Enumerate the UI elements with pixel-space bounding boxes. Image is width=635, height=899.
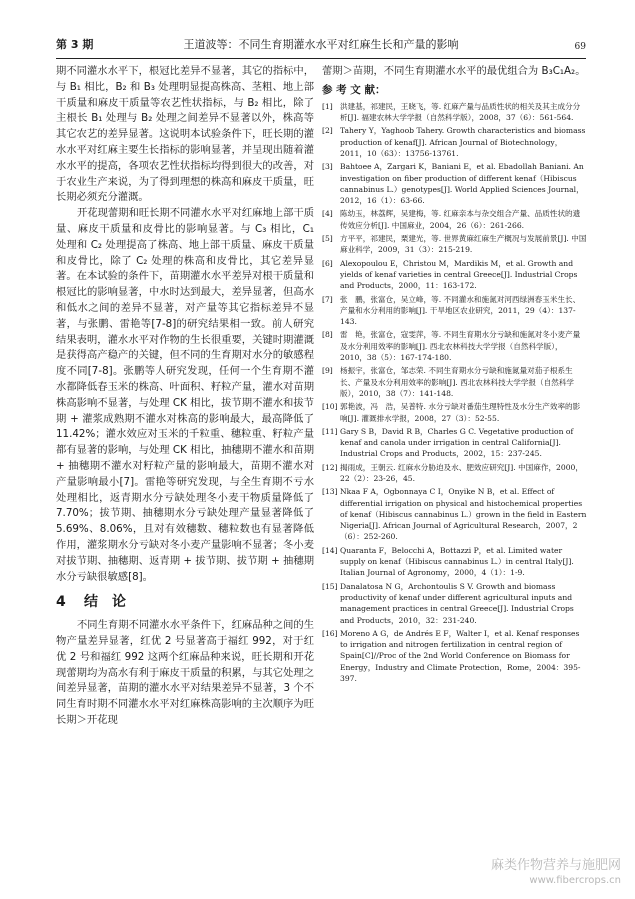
reference-text: 杨振宇，张富仓，邹志荣. 不同生育期水分亏缺和施氮量对茄子根系生长、产量及水分利用效率的影响[J]. 西北农林科技大学学报（自然科学版），2010，38（7）：141-148. [340, 366, 575, 398]
running-title: 王道波等：不同生育期灌水水平对红麻生长和产量的影响 [183, 38, 459, 51]
right-column [322, 64, 587, 686]
reference-text: 洪建基，祁建民，王晓飞，等. 红麻产量与品质性状的相关及其主成分分析[J]. 福建农林大学学报（自然科学版），2008，37（6）：561-564. [340, 101, 581, 123]
continuation-paragraph: 蕾期＞苗期，不同生育期灌水水平的最优组合为 B₃C₁A₂。 [322, 65, 586, 77]
reference-item [322, 426, 587, 460]
watermark-url: www.fibercrops.cn [529, 875, 621, 886]
page-number: 69 [574, 42, 586, 52]
reference-item [322, 125, 587, 159]
reference-number: [13] [322, 487, 338, 497]
reference-item [322, 401, 587, 424]
reference-item [322, 462, 587, 485]
reference-number: [1] [322, 101, 333, 111]
reference-item [322, 581, 587, 626]
watermark-title: 麻类作物营养与施肥网 [490, 858, 621, 873]
reference-item [322, 161, 587, 206]
reference-number: [9] [322, 366, 333, 376]
section-number: 4 [56, 594, 66, 611]
reference-text: 方平平，祁建民，栗建光，等. 世界黄麻红麻生产概况与发展前景[J]. 中国麻业科学，2009，31（3）：215-219. [340, 234, 587, 255]
reference-item [322, 365, 587, 399]
reference-number: [11] [322, 426, 338, 436]
reference-item [322, 101, 587, 124]
reference-text: Gary S B，David R B，Charles G C. Vegetative production of kenaf and canola under irrigation in central California[J]. Industrial Crops and Products，2002，15：237-245. [340, 426, 574, 459]
reference-text: Bahtoee A，Zargari K，Baniani E，et al. Ebadollah Baniani. An investigation on fiber production of different kenaf（Hibiscus cannabinus L.）genotypes[J]. World Applied Sciences Journal，2012，16（1）：63-66. [340, 162, 584, 206]
issue-label: 第 3 期 [56, 38, 94, 51]
reference-text: Danalatosa N G，Archontoulis S V. Growth and biomass productivity of kenaf under different agricultural inputs and management practices in central Greece[J]. Industrial Crops and Products，2010，32：231-240. [340, 581, 574, 625]
reference-number: [8] [322, 330, 333, 340]
reference-text: 张 鹏，张富仓，吴立峰，等. 不同灌水和施氮对河西绿洲春玉米生长、产量和水分利用的影响[J]. 干旱地区农业研究，2011，29（4）：137-143. [340, 294, 581, 327]
reference-text: 郭艳波，冯 浩，吴普特. 水分亏缺对番茄生理特性及水分生产效率的影响[J]. 灌溉排水学报，2008，27（3）：52-55. [340, 402, 581, 423]
header-rule [56, 58, 586, 59]
reference-item [322, 486, 587, 542]
reference-number: [4] [322, 209, 333, 219]
left-column [56, 64, 314, 729]
reference-text: Moreno A G，de Andrés E F，Walter I，et al. Kenaf responses to irrigation and nitrogen fertilization in central region of Spain[C]//Proc of the 2nd World Conference on Biomass for Energy，Industry and Climate Protection，Rome，2004：395-397. [340, 628, 581, 684]
conclusion-paragraph: 不同生育期不同灌水水平条件下，红麻品种之间的生物产量差异显著，红优 2 号显著高于福红 992，对于红优 2 号和福红 992 这两个红麻品种来说，旺长期和开花现蕾期均为高水有利于麻皮干质量的积累，与其它处理之间差异显著，苗期的灌水水平对结果差异不显著，3 个不同生育时期不同灌水水平对红麻株高影响的主次顺序为旺长期＞开花现 [56, 619, 314, 727]
reference-item [322, 545, 587, 579]
reference-text: Alexopoulou E，Christou M，Mardikis M，et al. Growth and yields of kenaf varieties in central Greece[J]. Industrial Crops and Products，2000，11：163-172. [340, 258, 578, 291]
reference-number: [10] [322, 402, 338, 412]
reference-number: [14] [322, 545, 338, 555]
reference-number: [7] [322, 294, 333, 304]
reference-list [322, 101, 587, 685]
reference-number: [3] [322, 162, 333, 172]
reference-text: Nkaa F A，Ogbonnaya C I，Onyike N B，et al. Effect of differential irrigation on physical and histochemical properties of kenaf（Hibiscus cannabinus L.）grown in the field in Eastern Nigeria[J]. African Journal of Agricultural Research，2007，2（6）：252-260. [340, 487, 587, 542]
body-paragraph: 开花现蕾期和旺长期不同灌水水平对红麻地上部干质量、麻皮干质量和皮骨比的影响显著。与 C₃ 相比，C₁ 处理和 C₂ 处理提高了株高、地上部干质量、麻皮干质量和皮骨比，除了 C₂ 处理的株高和皮骨比，其它差异显著。在本试验的条件下，苗期灌水水平差异对根干质量和根冠比的影响显著，中水时达到最大，差异显著，但高水和低水之间的差异不显著，对产量等其它指标差异不显著，与张鹏、雷艳等[7-8]的研究结果相一致。前人研究结果表明，灌水水平对作物的生长很重要，关键时期灌溉是获得高产稳产的关键，但不同的生育期对水分的敏感程度不同[7-8]。张鹏等人研究发现，任何一个生育期不灌水都降低春玉米的株高、叶面积、籽粒产量，灌水对苗期株高影响不显著，与处理 CK 相比，拔节期不灌水和拔节期 + 灌浆成熟期不灌水对株高的影响最大，最高降低了 11.42%；灌水效应对玉米的千粒重、穗粒重、籽粒产量都有显著的影响，与处理 CK 相比，抽穗期不灌水和苗期 + 抽穗期不灌水对籽粒产量的影响最大，苗期不灌水对产量影响最小[7]。雷艳等研究发现，与全生育期不亏水处理相比，返青期水分亏缺处理冬小麦干物质量降低了 7.70%；拔节期、抽穗期水分亏缺处理产量显著降低了 5.69%、8.06%，且对有效穗数、穗粒数也有显著降低作用，灌浆期水分亏缺对冬小麦产量影响不显著；冬小麦对拔节期、抽穗期、返青期 + 拔节期、拔节期 + 抽穗期水分亏缺很敏感[8]。 [56, 207, 314, 583]
section-title: 结 论 [84, 594, 126, 611]
reference-text: Tahery Y，Yaghoob Tahery. Growth characteristics and biomass production of kenaf[J]. African Journal of Biotechnology，2011，10（63）：13756-13761. [340, 126, 586, 158]
reference-number: [16] [322, 628, 338, 638]
reference-item [322, 628, 587, 684]
reference-text: 陈幼玉，林荔辉，吴建梅，等. 红麻亲本与杂交组合产量、品质性状的遗传效应分析[J]. 中国麻业，2004，26（6）：261-266. [340, 209, 581, 230]
reference-number: [6] [322, 258, 333, 268]
reference-item [322, 294, 587, 328]
reference-text: 雷 艳，张富仓，寇雯萍，等. 不同生育期水分亏缺和施氮对冬小麦产量及水分利用效率的影响[J]. 西北农林科技大学学报（自然科学版），2010，38（5）：167-174-180. [340, 330, 581, 363]
reference-text: 揭雨成，王朝云. 红麻水分胁迫及水、肥效应研究[J]. 中国麻作，2000，22（2）：23-26，45. [340, 462, 583, 483]
reference-number: [12] [322, 462, 338, 472]
reference-number: [15] [322, 581, 338, 591]
reference-item [322, 208, 587, 231]
running-header [56, 36, 586, 54]
reference-item [322, 258, 587, 292]
section-heading [56, 592, 314, 612]
reference-number: [5] [322, 234, 333, 244]
references-heading: 参 考 文 献： [322, 83, 386, 96]
reference-item [322, 329, 587, 363]
body-paragraph: 期不同灌水水平下，根冠比差异不显著，其它的指标中，与 B₁ 相比，B₂ 和 B₃ 处理明显提高株高、茎粗、地上部干质量和麻皮干质量等农艺性状指标，与 B₂ 相比，除了主根长 B₁ 处理与 B₂ 处理之间差异不显著以外，株高等其它农艺的差异显著。这说明本试验条件下，旺长期的灌水水平对红麻主要生长指标的影响显著，并呈现出随着灌水水平的提高，各项农艺性状指标均得到很大的改善，对于农业生产来说，为了得到理想的株高和麻皮干质量，旺长期必须充分灌溉。 [56, 65, 314, 204]
reference-number: [2] [322, 126, 333, 136]
reference-item [322, 233, 587, 256]
watermark [491, 858, 621, 887]
reference-text: Quaranta F，Belocchi A，Bottazzi P，et al. Limited water supply on kenaf（Hibiscus cannabinus L.）in central Italy[J]. Italian Journal of Agronomy，2000，4（1）：1-9. [340, 545, 574, 578]
